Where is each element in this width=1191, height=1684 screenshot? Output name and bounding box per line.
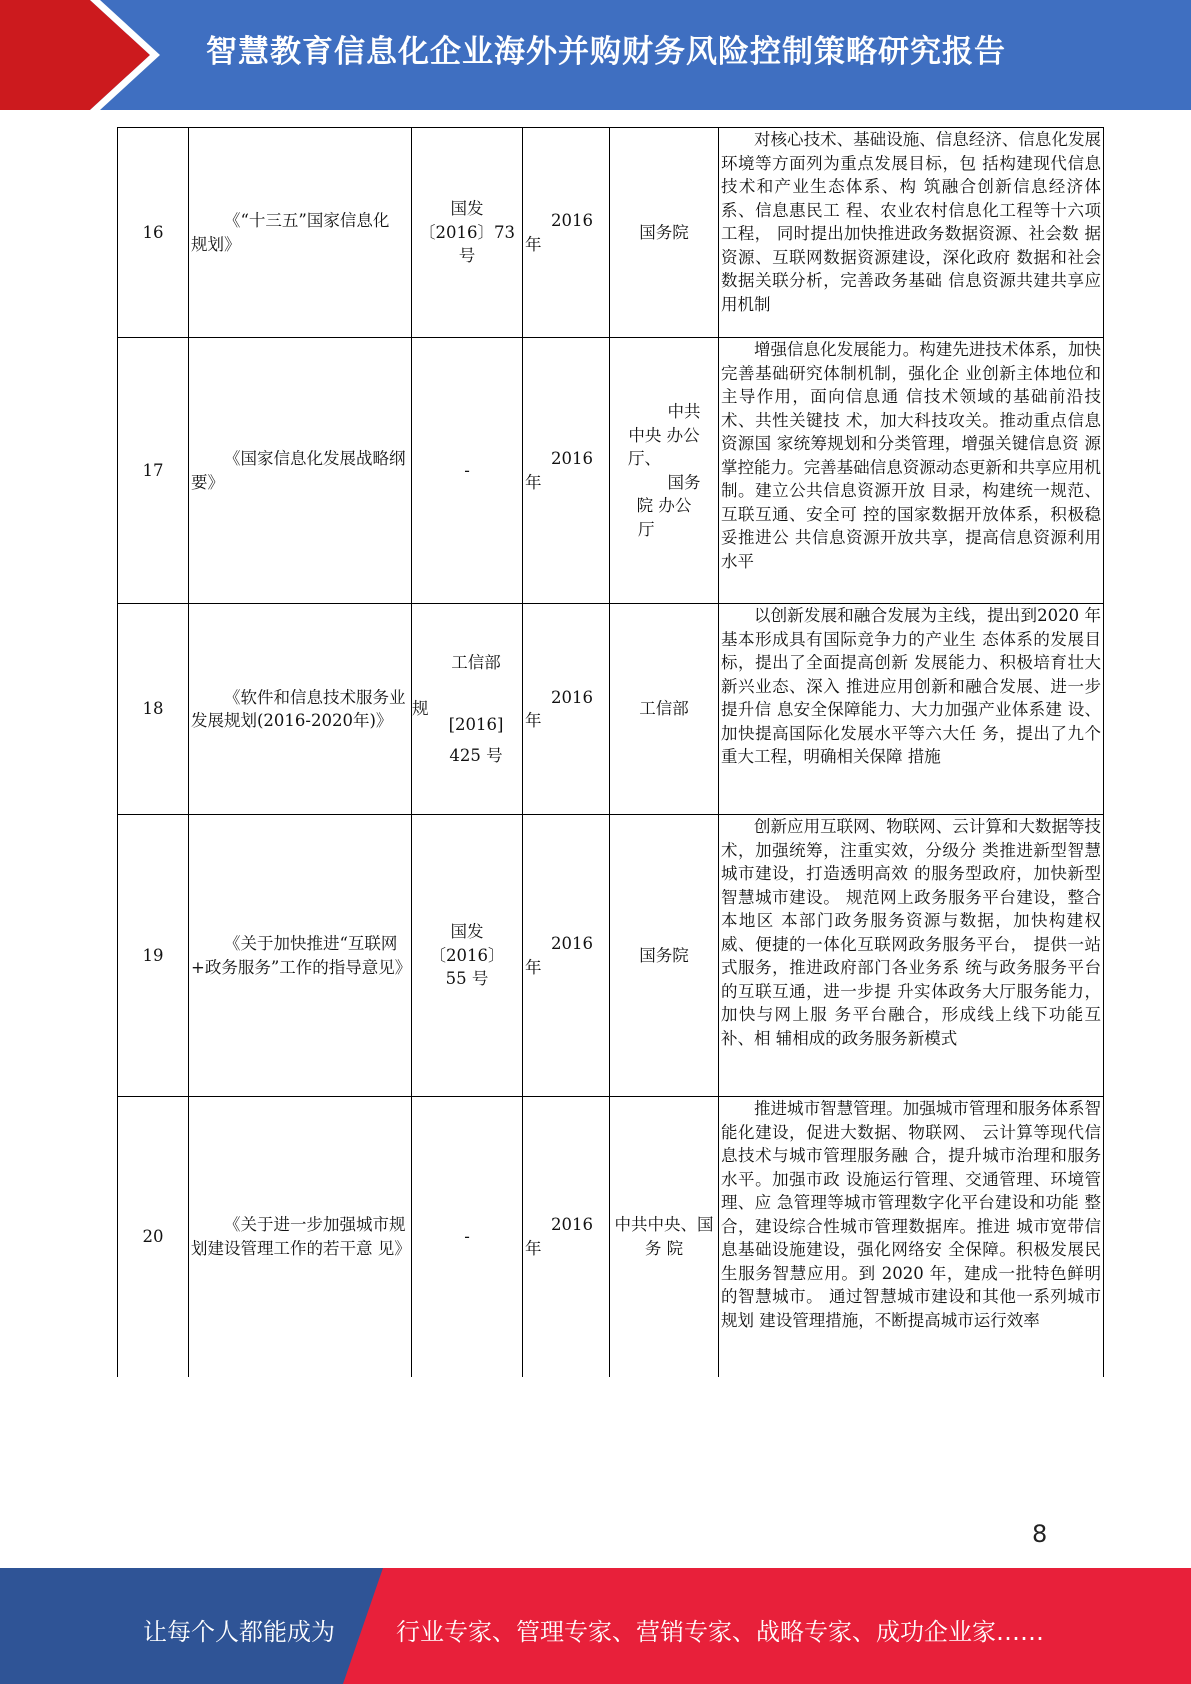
- table-row: [118, 128, 1104, 338]
- policy-description: 以创新发展和融合发展为主线，提出到2020 年基本形成具有国际竞争力的产业生 态体系的发展目标，提出了全面提高创新 发展能力、积极培育壮大新兴业态、深入 推进应用创新和融合发展、进一步提升信 息安全保障能力、大力加强产业体系建 设、加快提高国际化发展水平等六大任 务，提出了九个重大工程，明确相关保障 措施: [719, 604, 1104, 815]
- policy-description: 增强信息化发展能力。构建先进技术体系，加快完善基础研究体制机制，强化企 业创新主体地位和主导作用，面向信息通 信技术领域的基础前沿技术、共性关键技 术，加大科技攻关。推动重点信息资源国 家统筹规划和分类管理，增强关键信息资 源掌控能力。完善基础信息资源动态更新和共享应用机制。建立公共信息资源开放 目录，构建统一规范、互联互通、安全可 控的国家数据开放体系，积极稳妥推进公 共信息资源开放共享，提高信息资源利用 水平: [719, 338, 1104, 604]
- row-number: 16: [118, 128, 189, 338]
- policy-name: 《关于进一步加强城市规 划建设管理工作的若干意 见》: [189, 1097, 412, 1377]
- issuing-org: 中共中央、国务 院: [610, 1097, 719, 1377]
- policy-name: 《国家信息化发展战略纲 要》: [189, 338, 412, 604]
- issue-year: 2016 年: [523, 604, 610, 815]
- row-number: 19: [118, 815, 189, 1097]
- issuing-org: 国务院: [610, 128, 719, 338]
- policy-table: [117, 127, 1104, 1377]
- issue-year: 2016 年: [523, 1097, 610, 1377]
- document-code: 规 工信部 [2016] 425 号: [412, 604, 523, 815]
- policy-name: 《关于加快推进“互联网 +政务服务”工作的指导意见》: [189, 815, 412, 1097]
- document-code: -: [412, 338, 523, 604]
- issue-year: 2016 年: [523, 815, 610, 1097]
- issuing-org: 工信部: [610, 604, 719, 815]
- footer-slogan-left: 让每个人都能成为: [143, 1618, 335, 1646]
- issuing-org: 中共 中央 办公 厅、 国务 院 办公 厅: [610, 338, 719, 604]
- table-row: [118, 1097, 1104, 1377]
- footer-slogan-right: 行业专家、管理专家、营销专家、战略专家、成功企业家……: [396, 1618, 1044, 1646]
- document-code: 国发 〔2016〕 55 号: [412, 815, 523, 1097]
- report-title: 智慧教育信息化企业海外并购财务风险控制策略研究报告: [206, 34, 1006, 70]
- policy-description: 推进城市智慧管理。加强城市管理和服务体系智能化建设，促进大数据、物联网、 云计算等现代信息技术与城市管理服务融 合，提升城市治理和服务水平。加强市政 设施运行管理、交通管理、环境管理、应 急管理等城市管理数字化平台建设和功能 整合，建设综合性城市管理数据库。推进 城市宽带信息基础设施建设，强化网络安 全保障。积极发展民生服务智慧应用。到 2020 年，建成一批特色鲜明的智慧城市。 通过智慧城市建设和其他一系列城市规划 建设管理措施，不断提高城市运行效率: [719, 1097, 1104, 1377]
- table-row: [118, 604, 1104, 815]
- policy-description: 对核心技术、基础设施、信息经济、信息化发展环境等方面列为重点发展目标，包 括构建现代信息技术和产业生态体系、构 筑融合创新信息经济体系、信息惠民工 程、农业农村信息化工程等十六项工程， 同时提出加快推进政务数据资源、社会数 据资源、互联网数据资源建设，深化政府 数据和社会数据关联分析，完善政务基础 信息资源共建共享应用机制: [719, 128, 1104, 338]
- table-row: [118, 338, 1104, 604]
- issuing-org: 国务院: [610, 815, 719, 1097]
- row-number: 20: [118, 1097, 189, 1377]
- row-number: 17: [118, 338, 189, 604]
- issue-year: 2016 年: [523, 338, 610, 604]
- row-number: 18: [118, 604, 189, 815]
- document-code: -: [412, 1097, 523, 1377]
- page-number: 8: [1032, 1520, 1048, 1548]
- policy-description: 创新应用互联网、物联网、云计算和大数据等技术，加强统筹，注重实效，分级分 类推进新型智慧城市建设，打造透明高效 的服务型政府，加快新型智慧城市建设。 规范网上政务服务平台建设，整合本地区 本部门政务服务资源与数据，加快构建权 威、便捷的一体化互联网政务服务平台， 提供一站式服务，推进政府部门各业务系 统与政务服务平台的互联互通，进一步提 升实体政务大厅服务能力，加快与网上服 务平台融合，形成线上线下功能互补、相 辅相成的政务服务新模式: [719, 815, 1104, 1097]
- page-footer: [0, 1568, 1191, 1684]
- table-row: [118, 815, 1104, 1097]
- page-header: [0, 0, 1191, 110]
- issue-year: 2016 年: [523, 128, 610, 338]
- policy-name: 《“十三五”国家信息化 规划》: [189, 128, 412, 338]
- policy-name: 《软件和信息技术服务业 发展规划(2016-2020年)》: [189, 604, 412, 815]
- document-code: 国发 〔2016〕73 号: [412, 128, 523, 338]
